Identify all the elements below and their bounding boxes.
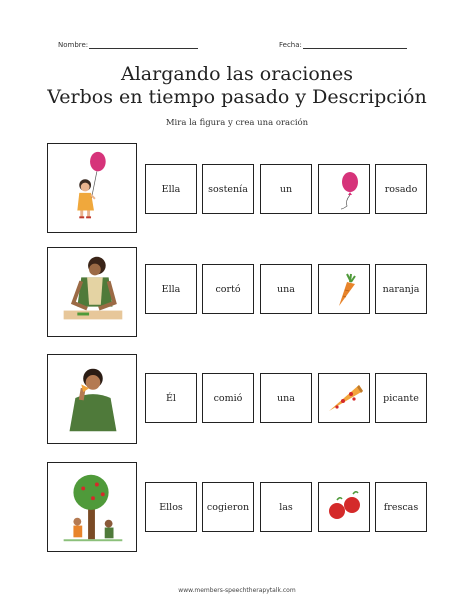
- apples-icon: [323, 486, 365, 528]
- word-card-article: un: [260, 164, 312, 214]
- object-card: [318, 482, 370, 532]
- date-field[interactable]: [279, 40, 407, 49]
- name-label: Nombre:: [58, 41, 89, 49]
- object-card: [318, 373, 370, 423]
- pizza-slice-icon: [323, 377, 365, 419]
- date-label: Fecha:: [279, 41, 302, 49]
- word-card-article: una: [260, 373, 312, 423]
- balloon-icon: [323, 168, 365, 210]
- date-line[interactable]: [303, 40, 407, 49]
- woman-cutting-icon: [48, 248, 136, 336]
- word-card-description: frescas: [375, 482, 427, 532]
- word-card-article: una: [260, 264, 312, 314]
- word-card-verb: cogieron: [202, 482, 254, 532]
- title-line-1: Alargando las oraciones: [120, 63, 353, 85]
- picture-girl-with-balloon: [47, 143, 137, 233]
- word-card-verb: comió: [202, 373, 254, 423]
- title-line-2: Verbos en tiempo pasado y Descripción: [47, 86, 427, 108]
- picture-man-eating: [47, 354, 137, 444]
- word-card-verb: cortó: [202, 264, 254, 314]
- word-card-subject: Él: [145, 373, 197, 423]
- name-field[interactable]: [58, 40, 198, 49]
- word-card-description: naranja: [375, 264, 427, 314]
- word-card-subject: Ellos: [145, 482, 197, 532]
- picture-woman-cutting: [47, 247, 137, 337]
- word-card-description: picante: [375, 373, 427, 423]
- instruction-text: Mira la figura y crea una oración: [165, 118, 309, 128]
- object-card: [318, 264, 370, 314]
- footer-url[interactable]: www.members-speechtherapytalk.com: [178, 587, 296, 594]
- man-eating-icon: [48, 355, 136, 443]
- word-card-subject: Ella: [145, 264, 197, 314]
- word-card-article: las: [260, 482, 312, 532]
- girl-with-balloon-icon: [48, 144, 136, 232]
- picture-children-picking-apples: [47, 462, 137, 552]
- object-card: [318, 164, 370, 214]
- word-card-description: rosado: [375, 164, 427, 214]
- name-line[interactable]: [89, 40, 198, 49]
- word-card-subject: Ella: [145, 164, 197, 214]
- carrot-icon: [323, 268, 365, 310]
- children-picking-apples-icon: [48, 463, 136, 551]
- word-card-verb: sostenía: [202, 164, 254, 214]
